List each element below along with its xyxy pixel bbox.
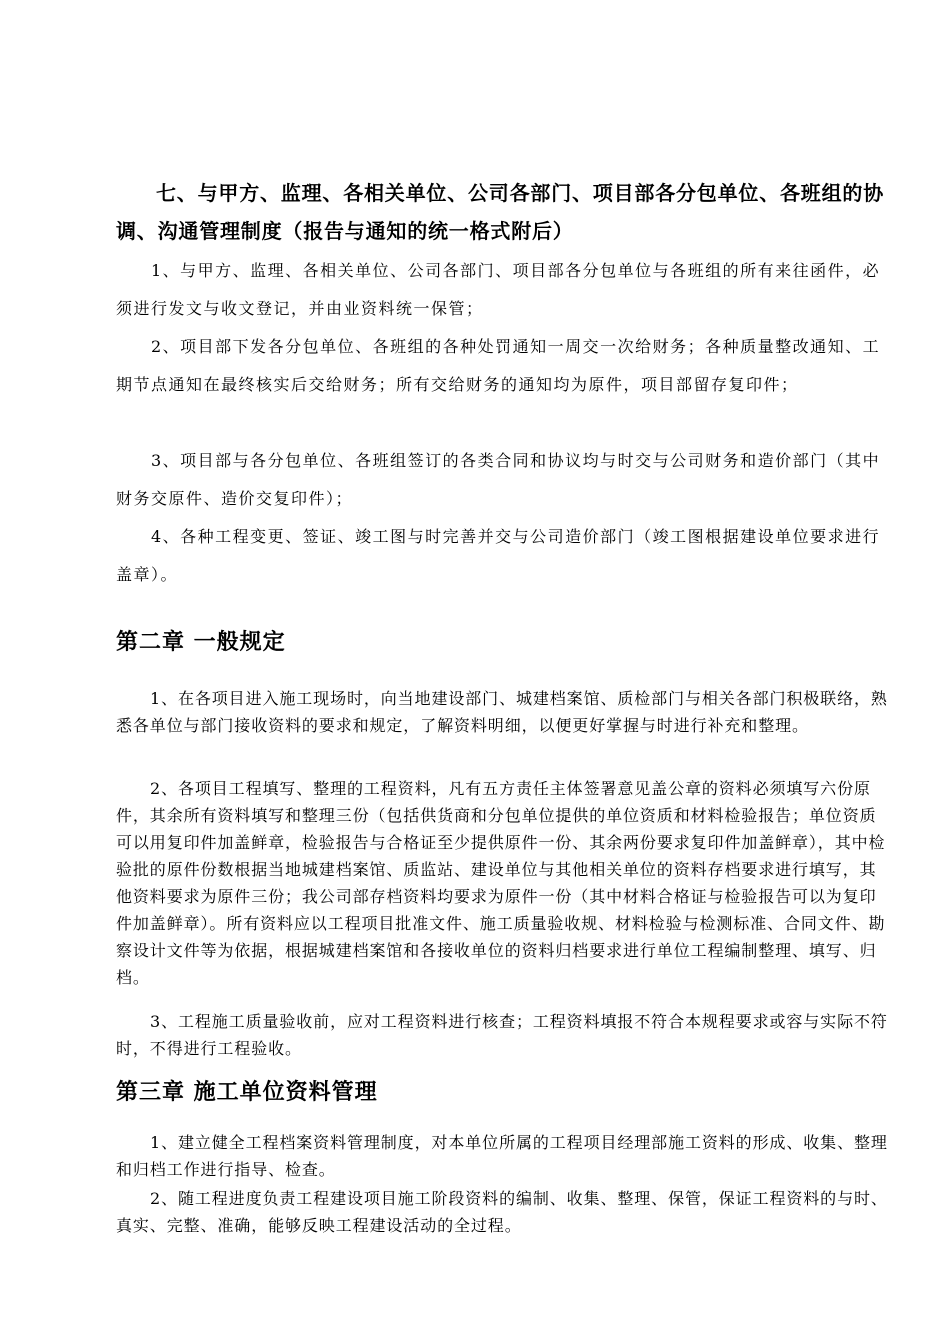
section-7-item-1: 1、与甲方、监理、各相关单位、公司各部门、项目部各分包单位与各班组的所有来往函件，必须进行发文与收文登记，并由业资料统一保管； xyxy=(116,261,881,318)
chapter-2-item-2: 2、各项目工程填写、整理的工程资料，凡有五方责任主体签署意见盖公章的资料必须填写六份原件，其余所有资料填写和整理三份（包括供货商和分包单位提供的单位资质和材料检验报告；单位资质可以用复印件加盖鲜章，检验报告与合格证至少提供原件一份、其余两份要求复印件加盖鲜章），其中检验批的原件份数根据当地城建档案馆、质监站、建设单位与其他相关单位的资料存档要求进行填写，其他资料要求为原件三份；我公司部存档资料均要求为原件一份（其中材料合格证与检验报告可以为复印件加盖鲜章）。所有资料应以工程项目批准文件、施工质量验收规、材料检验与检测标准、合同文件、勘察设计文件等为依据，根据城建档案馆和各接收单位的资料归档要求进行单位工程编制整理、填写、归档。 xyxy=(116,779,886,987)
section-7-item-2: 2、项目部下发各分包单位、各班组的各种处罚通知一周交一次给财务；各种质量整改通知、工期节点通知在最终核实后交给财务；所有交给财务的通知均为原件，项目部留存复印件； xyxy=(116,337,881,394)
chapter-3-title: 第三章 施工单位资料管理 xyxy=(116,1080,378,1105)
chapter-2-title: 第二章 一般规定 xyxy=(116,630,286,655)
chapter-2-item-1: 1、在各项目进入施工现场时，向当地建设部门、城建档案馆、质检部门与相关各部门积极联络，熟悉各单位与部门接收资料的要求和规定，了解资料明细，以便更好掌握与时进行补充和整理。 xyxy=(116,689,888,735)
chapter-3-item-2: 2、随工程进度负责工程建设项目施工阶段资料的编制、收集、整理、保管，保证工程资料的与时、真实、完整、准确，能够反映工程建设活动的全过程。 xyxy=(116,1189,888,1235)
section-7-item-4: 4、各种工程变更、签证、竣工图与时完善并交与公司造价部门（竣工图根据建设单位要求进行盖章）。 xyxy=(116,527,881,584)
section-7-heading: 七、与甲方、监理、各相关单位、公司各部门、项目部各分包单位、各班组的协调、沟通管理制度（报告与通知的统一格式附后） xyxy=(116,181,884,243)
chapter-2-item-3: 3、工程施工质量验收前，应对工程资料进行核查；工程资料填报不符合本规程要求或容与实际不符时，不得进行工程验收。 xyxy=(116,1012,888,1058)
chapter-3-item-1: 1、建立健全工程档案资料管理制度，对本单位所属的工程项目经理部施工资料的形成、收集、整理和归档工作进行指导、检查。 xyxy=(116,1133,888,1179)
section-7-item-3: 3、项目部与各分包单位、各班组签订的各类合同和协议均与时交与公司财务和造价部门（其中财务交原件、造价交复印件）； xyxy=(116,451,881,508)
